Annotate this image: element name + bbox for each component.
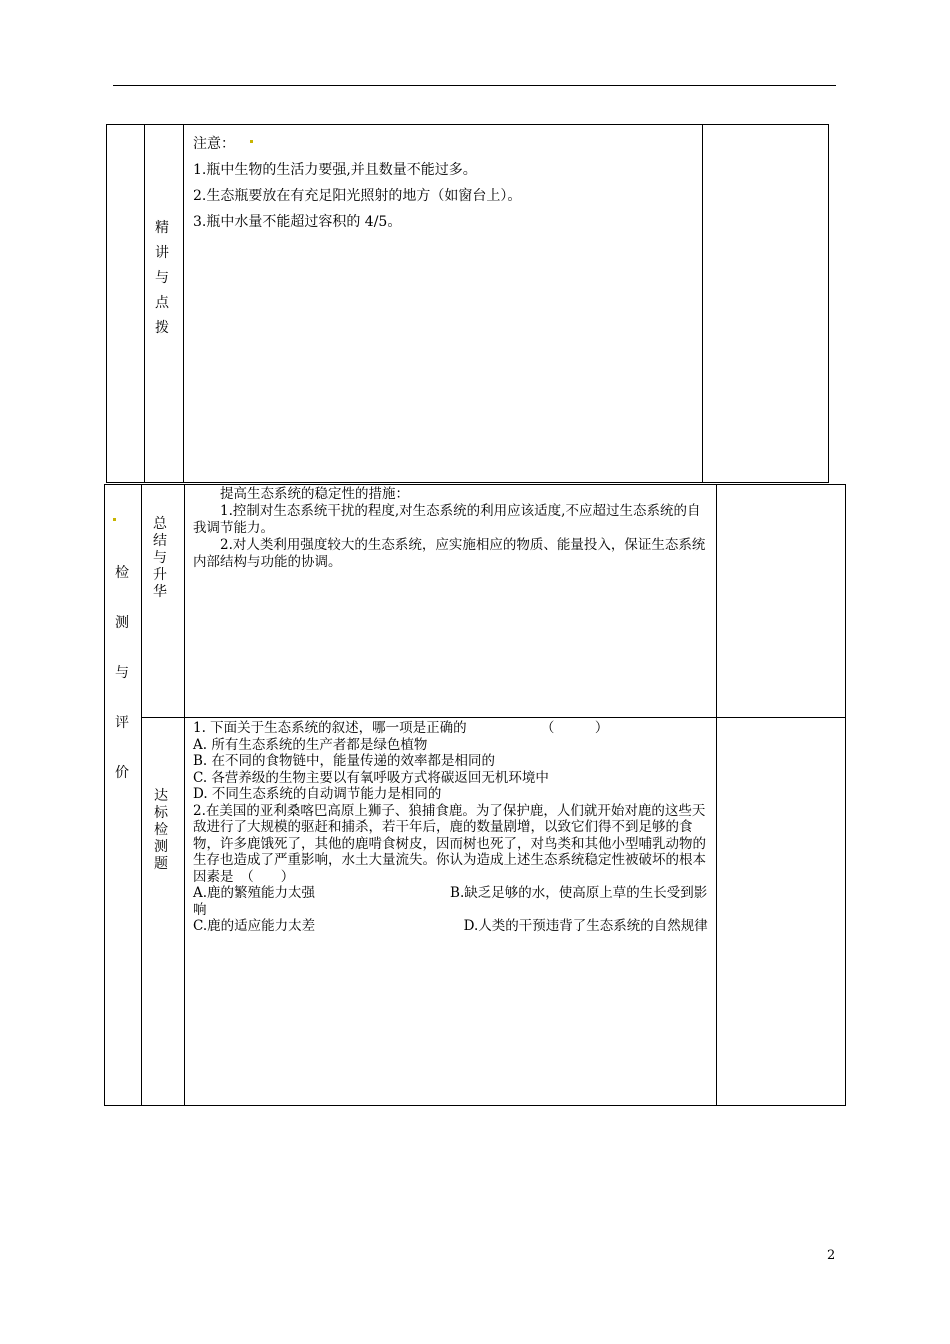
table1-col-divider-2 bbox=[183, 124, 184, 483]
section1-label: 精 讲 与 点 拨 bbox=[155, 220, 169, 336]
section1-title: 注意： bbox=[193, 136, 235, 152]
question-2: 2.在美国的亚利桑喀巴高原上狮子、狼捕食鹿。为了保护鹿，人们就开始对鹿的这些天敌进行了大规模的驱赶和捕杀，若干年后，鹿的数量剧增，以致它们得不到足够的食物，许多鹿饿死了，其他的鹿啃食树皮，因而树也死了，对鸟类和其他小型哺乳动物的生存也造成了严重影响，水土大量流失。你认为造成上述生态系统稳定性被破坏的根本因素是 （ ） bbox=[193, 802, 706, 885]
question-2-options-cd: C.鹿的适应能力太差 D.人类的干预违背了生态系统的自然规律 bbox=[193, 918, 708, 934]
test-label: 达 标 检 测 题 bbox=[154, 788, 168, 872]
table2-row-divider bbox=[141, 717, 846, 718]
question-1: 1. 下面关于生态系统的叙述，哪一项是正确的 （ ） bbox=[193, 720, 609, 736]
question-2-options-ab: A.鹿的繁殖能力太强 B.缺乏足够的水，使高原上草的生长受到影响 bbox=[193, 885, 708, 918]
summary-line: 提高生态系统的稳定性的措施： bbox=[193, 486, 409, 502]
question-1-option-b: B. 在不同的食物链中，能量传递的效率都是相同的 bbox=[193, 753, 496, 769]
mark-dot bbox=[113, 518, 116, 521]
summary-line: 2.对人类利用强度较大的生态系统，应实施相应的物质、能量投入，保证生态系统内部结构与功能的协调。 bbox=[193, 537, 706, 570]
question-1-option-c: C. 各营养级的生物主要以有氧呼吸方式将碳返回无机环境中 bbox=[193, 769, 549, 786]
table1-col-divider-3 bbox=[702, 124, 703, 483]
summary-line: 1.控制对生态系统干扰的程度,对生态系统的利用应该适度,不应超过生态系统的自我调节能力。 bbox=[193, 503, 701, 536]
summary-label: 总 结 与 升 华 bbox=[153, 516, 167, 600]
question-1-option-a: A. 所有生态系统的生产者都是绿色植物 bbox=[193, 736, 428, 753]
table1-col-divider-1 bbox=[144, 124, 145, 483]
section1-item: 1.瓶中生物的生活力要强,并且数量不能过多。 bbox=[193, 162, 477, 178]
table2-col-divider-2 bbox=[184, 484, 185, 1106]
table2-col-divider-3 bbox=[716, 484, 717, 1106]
page-number: 2 bbox=[827, 1248, 836, 1263]
test-content bbox=[193, 720, 711, 935]
mark-dot bbox=[250, 140, 253, 143]
section1-item: 3.瓶中水量不能超过容积的 4/5。 bbox=[193, 214, 402, 230]
section1-item: 2.生态瓶要放在有充足阳光照射的地方（如窗台上）。 bbox=[193, 188, 522, 204]
section1-content bbox=[193, 131, 693, 235]
section2-outer-label: 检 测 与 评 价 bbox=[115, 565, 129, 781]
header-rule bbox=[113, 85, 836, 86]
summary-content bbox=[193, 486, 711, 571]
question-1-option-d: D. 不同生态系统的自动调节能力是相同的 bbox=[193, 786, 442, 802]
table2-col-divider-1 bbox=[141, 484, 142, 1106]
